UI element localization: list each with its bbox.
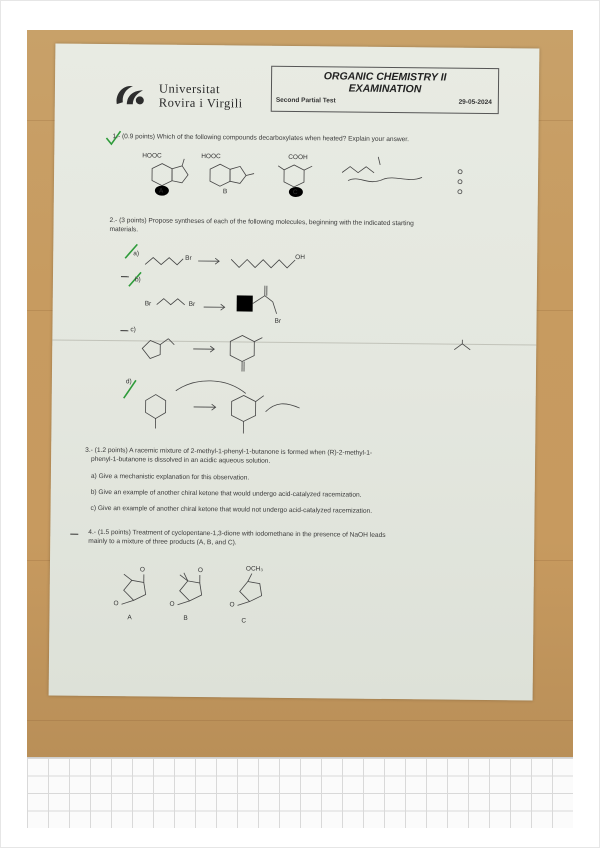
product-b-label: B: [183, 614, 188, 622]
grid-paper-strip: [27, 757, 573, 828]
exam-subtitle: Second Partial Test: [275, 96, 336, 105]
handwritten-scribble-q1: [338, 150, 428, 191]
part-b-br-right-label: Br: [188, 300, 196, 308]
question-4-text: [88, 528, 385, 549]
question-3-line1: 3.- (1.2 points) A racemic mixture of 2-methyl-1-phenyl-1-butanone is formed when (R)-2-methyl-1-: [85, 446, 373, 457]
molecule-b-structure: [204, 161, 256, 196]
part-d-scheme: [135, 370, 306, 440]
part-c-label: c): [130, 326, 136, 334]
part-a-label: a): [133, 250, 140, 258]
margin-mark: [452, 338, 472, 354]
part-a-br-label: Br: [185, 254, 192, 262]
exam-date: 29-05-2024: [458, 98, 492, 107]
reaction-arrow-b: [203, 303, 227, 311]
product-b-o-bottom: O: [169, 600, 175, 608]
product-a-o-bottom: O: [113, 600, 119, 608]
part-a-product: [229, 253, 303, 274]
university-name-line1: Universitat: [158, 81, 221, 97]
part-b-starting-material: [155, 297, 187, 311]
university-name: [159, 82, 243, 111]
question-3-line2: phenyl-1-butanone is dissolved in an acidic aqueous solution.: [91, 455, 271, 465]
part-b-label: b): [134, 276, 141, 284]
question-3-part-b: b) Give an example of another chiral ketone that would undergo acid-catalyzed racemization.: [90, 488, 362, 499]
question-2-line2: materials.: [109, 226, 139, 234]
option-b-label: B: [222, 188, 228, 196]
reaction-arrow-a: [197, 257, 221, 265]
wood-grain: [27, 720, 573, 721]
product-c-och3-label: OCH₃: [245, 565, 264, 573]
part-b-br-left-label: Br: [144, 300, 152, 308]
product-a-o-top: O: [139, 566, 146, 574]
question-4-line2: mainly to a mixture of three products (A, B, and C).: [88, 537, 237, 547]
handwritten-note-margin: [454, 168, 468, 198]
exam-title-line1: ORGANIC CHEMISTRY II: [323, 70, 447, 84]
product-c-o-bottom: O: [229, 601, 235, 609]
question-4-line1: 4.- (1.5 points) Treatment of cyclopentane-1,3-dione with iodomethane in the presence of NaOH leads: [88, 528, 386, 539]
molecule-label-hooc-a: HOOC: [142, 152, 162, 160]
margin-dash: [120, 330, 128, 331]
reaction-arrow-c: [192, 345, 216, 353]
part-c-product: [224, 331, 264, 375]
university-name-line2: Rovira i Virgili: [158, 95, 243, 111]
question-3-part-c: c) Give an example of another chiral ketone that would not undergo acid-catalyzed racemization.: [90, 504, 373, 515]
molecule-label-cooh-c: COOH: [288, 153, 308, 162]
option-a-label: A: [158, 187, 164, 195]
exam-title-line2: EXAMINATION: [348, 82, 422, 96]
part-d-label: d): [125, 378, 132, 386]
university-logo-icon: [113, 80, 149, 108]
molecule-label-hooc-b: HOOC: [201, 153, 221, 161]
exam-header-box: [271, 66, 499, 114]
product-b-o-top: O: [197, 567, 204, 575]
question-1-text: [112, 132, 409, 144]
question-3-part-a: a) Give a mechanistic explanation for this observation.: [90, 472, 250, 482]
part-c-starting-material: [138, 334, 178, 362]
green-check-mark-icon: [123, 242, 139, 260]
question-2-text: [109, 216, 413, 237]
exam-title: [272, 70, 498, 96]
question-2-line1: 2.- (3 points) Propose syntheses of each of the following molecules, beginning with the indicated starting: [109, 217, 414, 228]
exam-sheet: [49, 43, 540, 700]
product-a-label: A: [127, 614, 132, 622]
question-1-number: 1.-: [112, 133, 121, 141]
option-c-label: C: [292, 188, 298, 197]
part-a-oh-label: OH: [295, 254, 305, 262]
question-3-text: [85, 446, 372, 467]
part-b-product-br-label: Br: [274, 317, 282, 325]
question-1-prompt: (0.9 points) Which of the following compounds decarboxylates when heated? Explain your answer.: [121, 133, 410, 144]
product-c-label: C: [241, 617, 247, 625]
margin-dash: [70, 534, 78, 535]
